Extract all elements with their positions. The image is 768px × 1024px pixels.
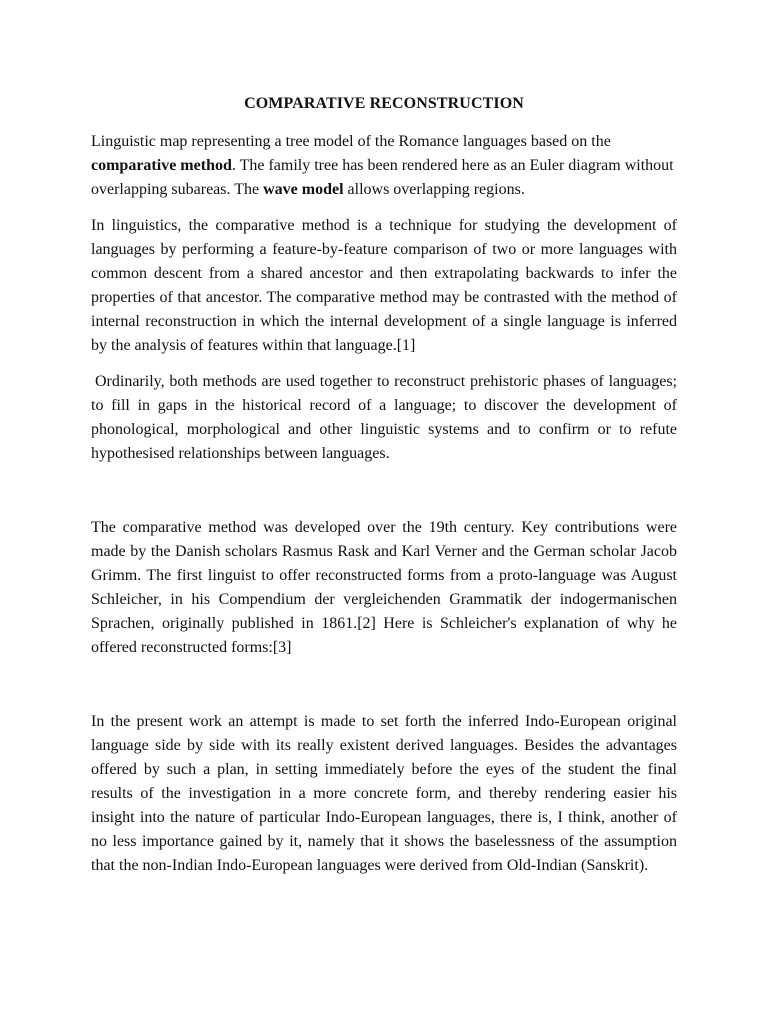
intro-text-c: . The family tree has been rendered here as an Euler diagram without overlapping subareas. The [91,157,674,198]
paragraph-ordinarily: Ordinarily, both methods are used together to reconstruct prehistoric phases of languages; to fill in gaps in the historical record of a language; to discover the development of phonological, morphological and other linguistic systems and to confirm or to refute hypothesised relationships between languages. [91,373,677,462]
paragraph-intro [91,130,677,202]
paragraph-definition: In linguistics, the comparative method is a technique for studying the development of languages by performing a feature-by-feature comparison of two or more languages with common descent from a shared ancestor and then extrapolating backwards to infer the properties of that ancestor. The comparative method may be contrasted with the method of internal reconstruction in which the internal development of a single language is inferred by the analysis of features within that language.[1] [91,217,677,354]
paragraph-history: The comparative method was developed over the 19th century. Key contributions were made by the Danish scholars Rasmus Rask and Karl Verner and the German scholar Jacob Grimm. The first linguist to offer reconstructed forms from a proto-language was August Schleicher, in his Compendium der vergleichenden Grammatik der indogermanischen Sprachen, originally published in 1861.[2] Here is Schleicher's explanation of why he offered reconstructed forms:[3] [91,519,677,656]
intro-text-a: Linguistic map representing a tree model of the Romance languages based on the [91,133,611,150]
term-comparative-method: comparative method [91,157,232,174]
page-title: COMPARATIVE RECONSTRUCTION [244,95,524,112]
intro-text-e: allows overlapping regions. [343,181,525,198]
paragraph-schleicher-quote: In the present work an attempt is made to set forth the inferred Indo-European original language side by side with its really existent derived languages. Besides the advantages offered by such a plan, in setting immediately before the eyes of the student the final results of the investigation in a more concrete form, and thereby rendering easier his insight into the nature of particular Indo-European languages, there is, I think, another of no less importance gained by it, namely that it shows the baselessness of the assumption that the non-Indian Indo-European languages were derived from Old-Indian (Sanskrit). [91,713,677,874]
term-wave-model: wave model [263,181,344,198]
document-page [91,92,677,878]
